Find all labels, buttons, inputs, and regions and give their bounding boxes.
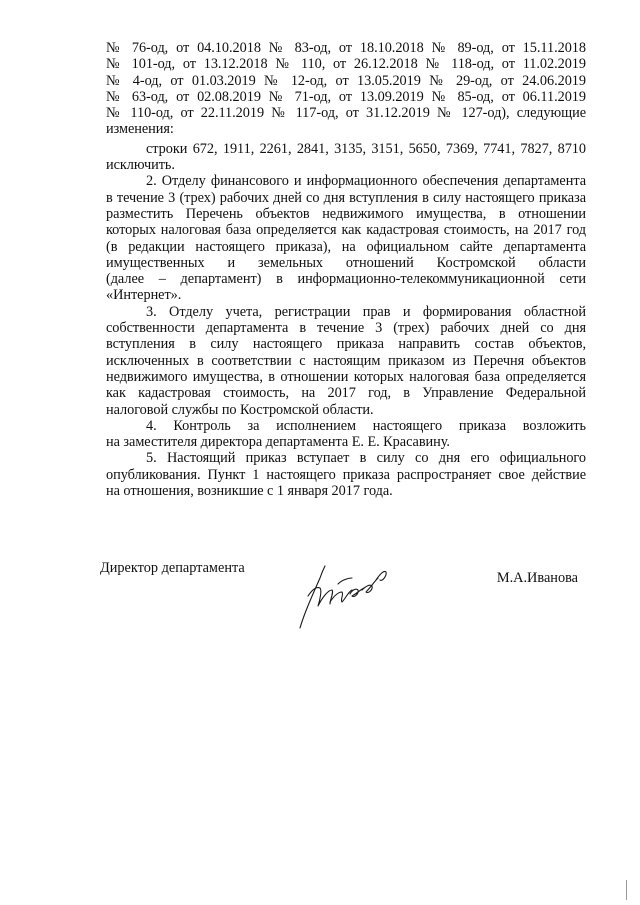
signatory-position: Директор департамента: [100, 560, 245, 576]
handwritten-signature: [282, 556, 402, 632]
paragraph-2-line: в течение 3 (трех) рабочих дней со дня вступления в силу настоящего приказа: [106, 189, 586, 206]
document-body: [106, 40, 586, 499]
text-line: № 110-од, от 22.11.2019 № 117-од, от 31.12.2019 № 127-од), следующие: [106, 105, 586, 122]
paragraph-2-line: (в редакции настоящего приказа), на официальном сайте департамента: [106, 238, 586, 255]
text-line: исключить.: [106, 157, 175, 174]
signature-block: [100, 560, 590, 640]
paragraph-3-line: налоговой службы по Костромской области.: [106, 401, 374, 418]
text-line: № 4-од, от 01.03.2019 № 12-од, от 13.05.2019 № 29-од, от 24.06.2019: [106, 72, 586, 89]
paragraph-3-line: исключенных в соответствии с настоящим приказом из Перечня объектов: [106, 352, 586, 369]
paragraph-2-line: «Интернет».: [106, 287, 182, 304]
text-line: № 101-од, от 13.12.2018 № 110, от 26.12.2018 № 118-од, от 11.02.2019: [106, 56, 586, 73]
text-line: строки 672, 1911, 2261, 2841, 3135, 3151, 5650, 7369, 7741, 7827, 8710: [146, 140, 586, 157]
signatory-name: М.А.Иванова: [496, 570, 578, 586]
paragraph-3-line: 3. Отделу учета, регистрации прав и формирования областной: [146, 303, 586, 320]
paragraph-2-line: (далее – департамент) в информационно-телекоммуникационной сети: [106, 271, 586, 288]
scan-edge-mark: [626, 880, 627, 900]
paragraph-4-line: на заместителя директора департамента Е. Е. Красавину.: [106, 434, 450, 451]
paragraph-3-line: как кадастровая стоимость, на 2017 год, в Управление Федеральной: [106, 385, 586, 402]
paragraph-3-line: вступления в силу настоящего приказа направить состав объектов,: [106, 336, 586, 353]
paragraph-2-line: разместить Перечень объектов недвижимого имущества, в отношении: [106, 205, 586, 222]
paragraph-2-line: которых налоговая база определяется как кадастровая стоимость, на 2017 год: [106, 222, 586, 239]
paragraph-2-line: 2. Отделу финансового и информационного обеспечения департамента: [146, 173, 586, 190]
text-line: изменения:: [106, 121, 174, 138]
text-line: № 63-од, от 02.08.2019 № 71-од, от 13.09.2019 № 85-од, от 06.11.2019: [106, 88, 586, 105]
paragraph-5-line: 5. Настоящий приказ вступает в силу со дня его официального: [146, 450, 586, 467]
paragraph-2-line: имущественных и земельных отношений Костромской области: [106, 254, 586, 271]
paragraph-5-line: опубликования. Пункт 1 настоящего приказа распространяет свое действие: [106, 466, 586, 483]
text-line: № 76-од, от 04.10.2018 № 83-од, от 18.10.2018 № 89-од, от 15.11.2018: [106, 40, 586, 56]
paragraph-5-line: на отношения, возникшие с 1 января 2017 года.: [106, 483, 393, 500]
paragraph-3-line: недвижимого имущества, в отношении которых налоговая база определяется: [106, 368, 586, 385]
paragraph-3-line: собственности департамента в течение 3 (трех) рабочих дней со дня: [106, 320, 586, 337]
paragraph-4-line: 4. Контроль за исполнением настоящего приказа возложить: [146, 417, 586, 434]
